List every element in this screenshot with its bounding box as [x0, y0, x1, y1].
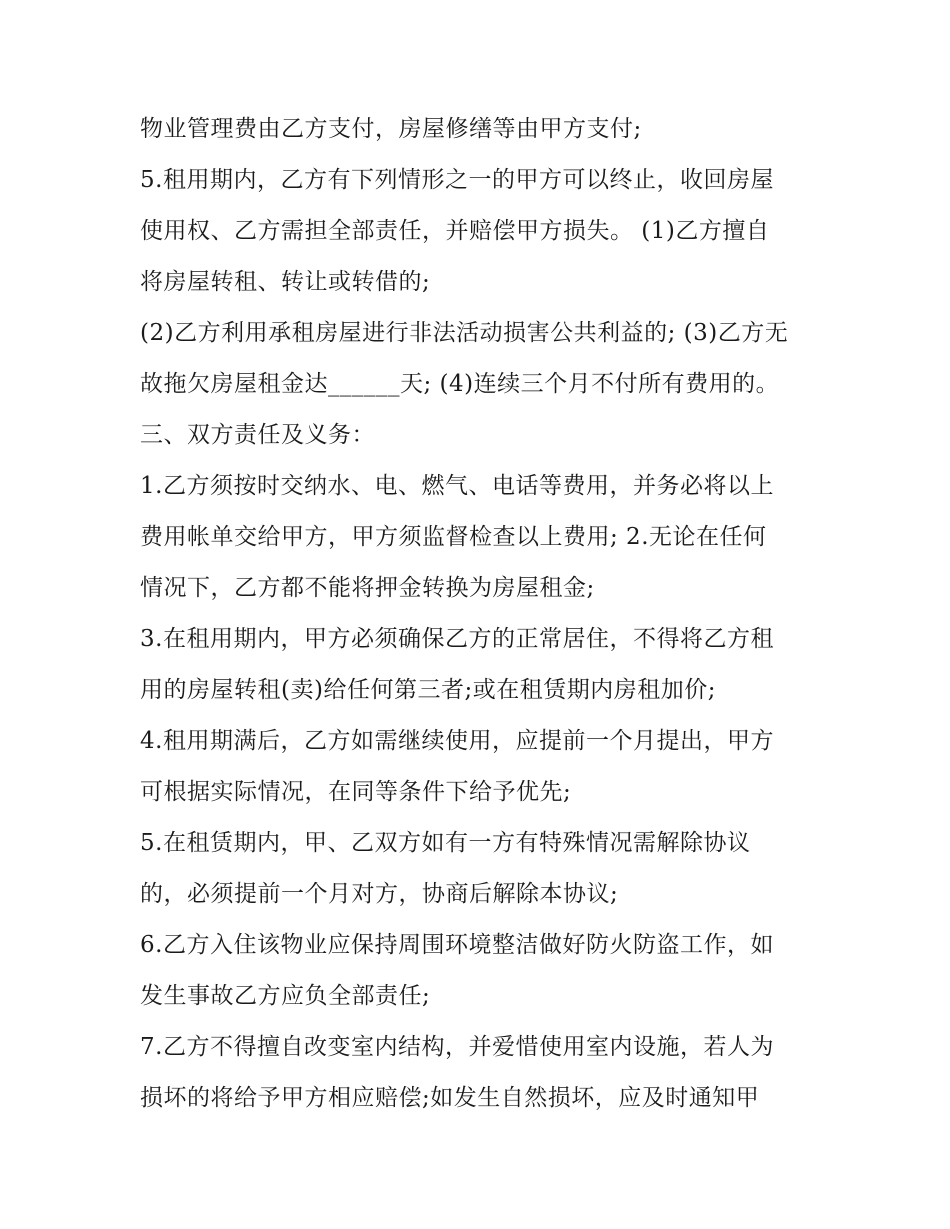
text-line: 情况下，乙方都不能将押金转换为房屋租金; — [140, 575, 595, 601]
text-line: 将房屋转租、转让或转借的; — [140, 269, 431, 295]
text-line: 损坏的将给予甲方相应赔偿;如发生自然损坏，应及时通知甲 — [140, 1085, 760, 1111]
text-line: 4.租用期满后，乙方如需继续使用，应提前一个月提出，甲方 — [140, 728, 774, 754]
text-line: 5.租用期内，乙方有下列情形之一的甲方可以终止，收回房屋 — [140, 167, 774, 193]
text-line: 费用帐单交给甲方，甲方须监督检查以上费用; 2.无论在任何 — [140, 524, 767, 550]
text-line: 7.乙方不得擅自改变室内结构，并爱惜使用室内设施，若人为 — [140, 1034, 774, 1060]
text-line: 可根据实际情况，在同等条件下给予优先; — [140, 779, 572, 805]
text-line: 3.在租用期内，甲方必须确保乙方的正常居住，不得将乙方租 — [140, 626, 774, 652]
text-line: 1.乙方须按时交纳水、电、燃气、电话等费用，并务必将以上 — [140, 473, 774, 499]
text-line: 6.乙方入住该物业应保持周围环境整洁做好防火防盗工作，如 — [140, 932, 774, 958]
text-line: 使用权、乙方需担全部责任，并赔偿甲方损失。 (1)乙方擅自 — [140, 218, 770, 244]
text-line: 5.在租赁期内，甲、乙双方如有一方有特殊情况需解除协议 — [140, 830, 751, 856]
text-line: 故拖欠房屋租金达______天; (4)连续三个月不付所有费用的。 — [140, 371, 780, 397]
text-line: (2)乙方利用承租房屋进行非法活动损害公共利益的; (3)乙方无 — [140, 320, 789, 346]
text-line: 的，必须提前一个月对方，协商后解除本协议; — [140, 881, 619, 907]
section-heading: 三、双方责任及义务： — [140, 422, 375, 448]
text-line: 发生事故乙方应负全部责任; — [140, 983, 431, 1009]
text-line: 物业管理费由乙方支付，房屋修缮等由甲方支付; — [140, 116, 642, 142]
document-body — [140, 104, 820, 1124]
text-line: 用的房屋转租(卖)给任何第三者;或在租赁期内房租加价; — [140, 677, 716, 703]
